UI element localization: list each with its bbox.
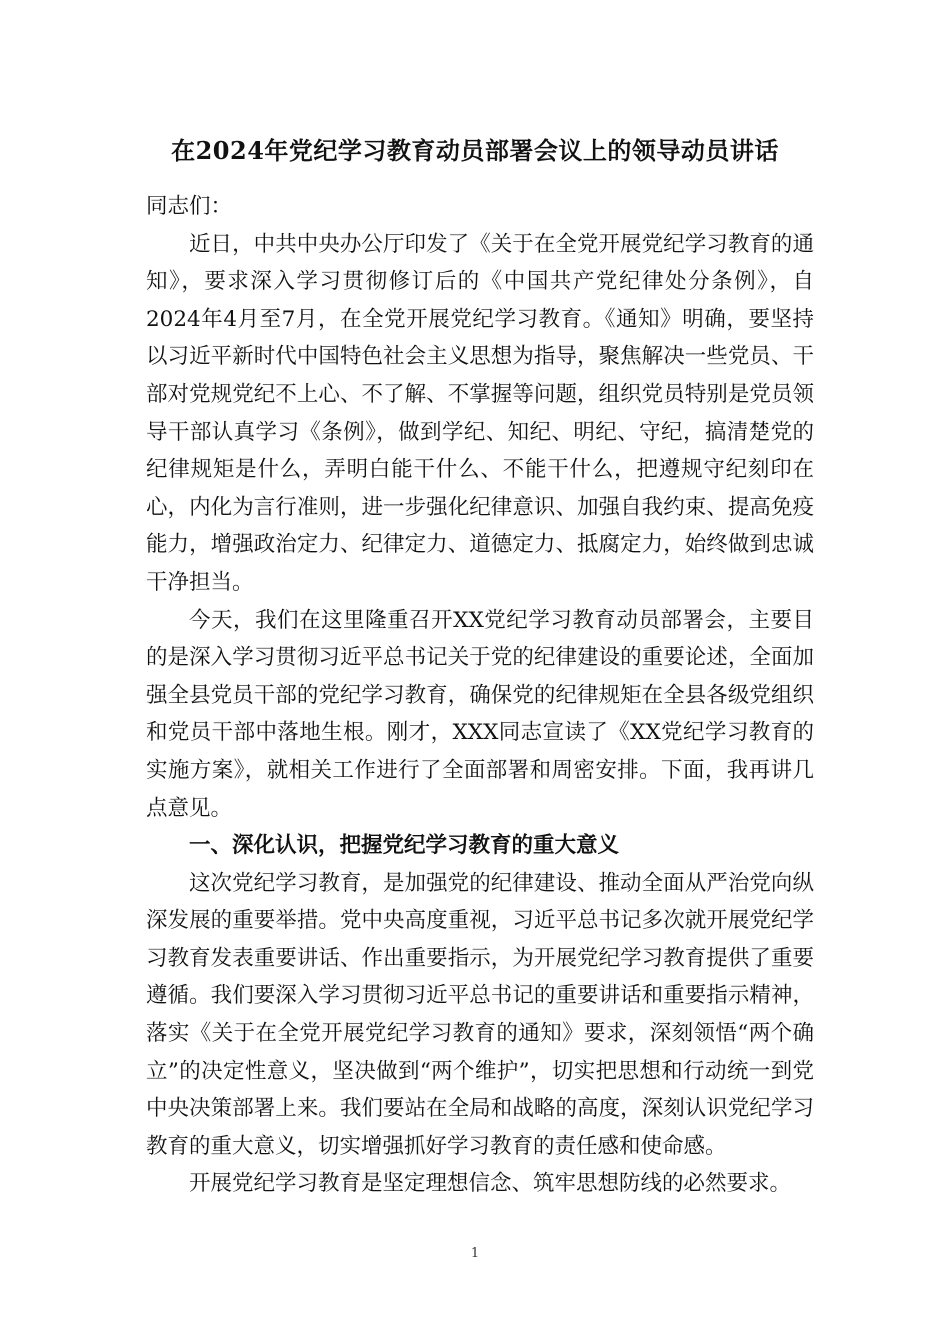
paragraph-2: 今天，我们在这里隆重召开XX党纪学习教育动员部署会，主要目的是深入学习贯彻习近平总书记关于党的纪律建设的重要论述，全面加强全县党员干部的党纪学习教育，确保党的纪律规矩在全县各级党组织和党员干部中落地生根。刚才，XXX同志宣读了《XX党纪学习教育的实施方案》，就相关工作进行了全面部署和周密安排。下面，我再讲几点意见。 [146, 607, 814, 821]
document-title: 在2024年党纪学习教育动员部署会议上的领导动员讲话 [171, 136, 779, 165]
section-paragraph-2: 开展党纪学习教育是坚定理想信念、筑牢思想防线的必然要求。 [189, 1171, 792, 1197]
salutation: 同志们： [146, 194, 233, 219]
document-body [146, 188, 814, 1203]
paragraph-1: 近日，中共中央办公厅印发了《关于在全党开展党纪学习教育的通知》，要求深入学习贯彻修订后的《中国共产党纪律处分条例》，自2024年4月至7月，在全党开展党纪学习教育。《通知》明确，要坚持以习近平新时代中国特色社会主义思想为指导，聚焦解决一些党员、干部对党规党纪不上心、不了解、不掌握等问题，组织党员特别是党员领导干部认真学习《条例》，做到学纪、知纪、明纪、守纪，搞清楚党的纪律规矩是什么，弄明白能干什么、不能干什么，把遵规守纪刻印在心，内化为言行准则，进一步强化纪律意识、加强自我约束、提高免疫能力，增强政治定力、纪律定力、道德定力、抵腐定力，始终做到忠诚干净担当。 [146, 231, 814, 595]
page-number: 1 [470, 1246, 480, 1261]
section-heading: 一、深化认识，把握党纪学习教育的重大意义 [189, 833, 620, 859]
section-paragraph-1: 这次党纪学习教育，是加强党的纪律建设、推动全面从严治党向纵深发展的重要举措。党中央高度重视，习近平总书记多次就开展党纪学习教育发表重要讲话、作出重要指示，为开展党纪学习教育提供了重要遵循。我们要深入学习贯彻习近平总书记的重要讲话和重要指示精神，落实《关于在全党开展党纪学习教育的通知》要求，深刻领悟“两个确立”的决定性意义，坚决做到“两个维护”，切实把思想和行动统一到党中央决策部署上来。我们要站在全局和战略的高度，深刻认识党纪学习教育的重大意义，切实增强抓好学习教育的责任感和使命感。 [146, 870, 814, 1159]
